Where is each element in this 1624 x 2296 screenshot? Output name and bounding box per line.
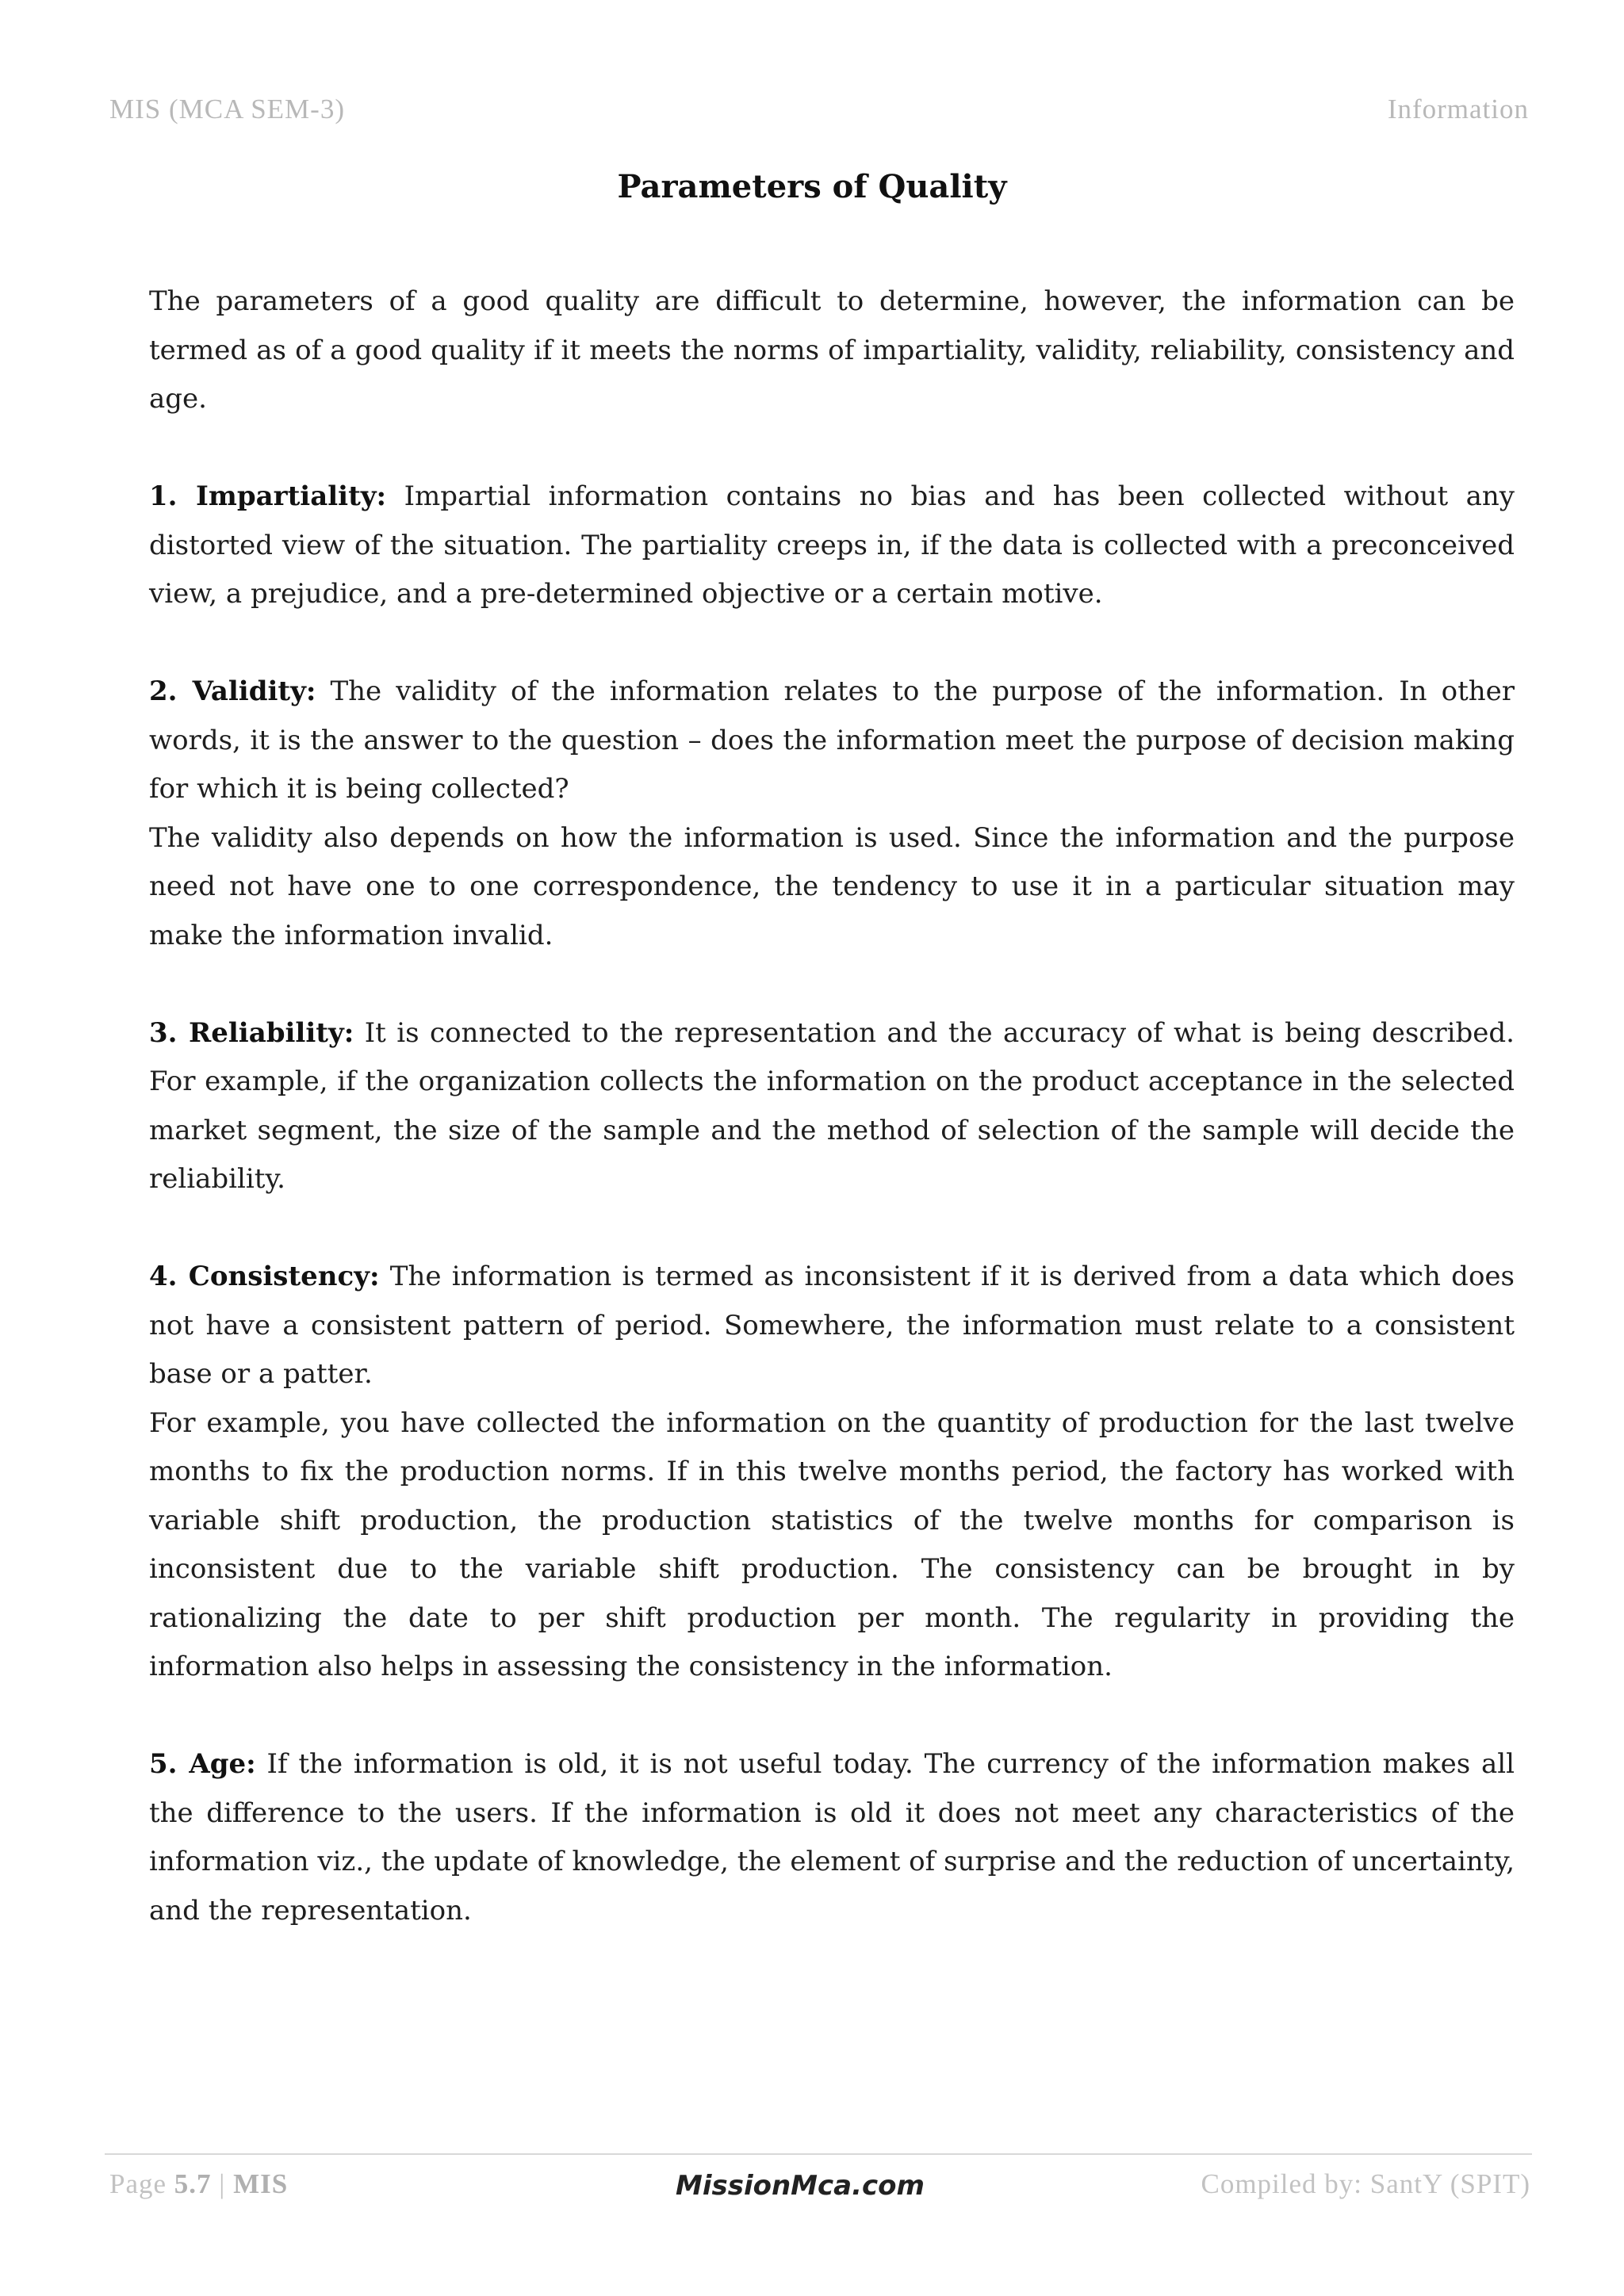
header-course-label: MIS (MCA SEM-3)	[109, 94, 345, 124]
intro-paragraph: The parameters of a good quality are difficult to determine, however, the information can be termed as of a good quality if it meets the norms of impartiality, validity, reliability, consistency and age.	[149, 285, 1515, 415]
page-title: Parameters of Quality	[617, 168, 1007, 205]
section-reliability	[149, 1009, 1515, 1204]
section-heading: 5. Age:	[149, 1748, 256, 1780]
footer-divider	[105, 2153, 1532, 2155]
section-age	[149, 1740, 1515, 1935]
section-text: It is connected to the representation and the accuracy of what is being described. For example, if the organization collects the information on the product acceptance in the selected market segment, the size of the sample and the method of selection of the sample will decide the reliability.	[149, 1016, 1515, 1195]
section-heading: 2. Validity:	[149, 675, 316, 707]
section-consistency	[149, 1253, 1515, 1399]
footer-page-info	[109, 2168, 288, 2200]
section-heading: 1. Impartiality:	[149, 480, 387, 512]
footer-separator: |	[211, 2168, 234, 2199]
site-logo: MissionMca.com	[676, 2170, 925, 2202]
page-footer	[109, 2168, 1530, 2216]
section-heading: 3. Reliability:	[149, 1016, 354, 1049]
header-chapter-label: Information	[1387, 94, 1529, 124]
footer-compiler-credit: Compiled by: SantY (SPIT)	[1201, 2168, 1530, 2199]
section-impartiality	[149, 473, 1515, 619]
section-consistency-continued: For example, you have collected the information on the quantity of production for the last twelve months to fix the production norms. If in this twelve months period, the factory has worked with variable shift production, the production statistics of the twelve months for comparison is inconsistent due to the variable shift production. The consistency can be brought in by rationalizing the date to per shift production per month. The regularity in providing the information also helps in assessing the consistency in the information.	[149, 1406, 1515, 1682]
section-validity	[149, 668, 1515, 814]
section-validity-continued: The validity also depends on how the information is used. Since the information and the purpose need not have one to one correspondence, the tendency to use it in a particular situation may make the information invalid.	[149, 821, 1515, 951]
footer-page-prefix: Page	[109, 2168, 174, 2199]
section-text: The validity of the information relates to the purpose of the information. In other words, it is the answer to the question – does the information meet the purpose of decision making for which it is being collected?	[149, 675, 1515, 805]
section-heading: 4. Consistency:	[149, 1261, 380, 1292]
document-body	[149, 277, 1515, 1935]
section-text: The information is termed as inconsistent if it is derived from a data which does not have a consistent pattern of period. Somewhere, the information must relate to a consistent base or a patter.	[149, 1261, 1515, 1390]
page-header	[109, 94, 1529, 133]
section-text: If the information is old, it is not useful today. The currency of the information makes all the difference to the users. If the information is old it does not meet any characteristics of the information viz., the update of knowledge, the element of surprise and the reduction of uncertainty, and the representation.	[149, 1748, 1515, 1927]
footer-subject: MIS	[233, 2168, 289, 2199]
section-text: Impartial information contains no bias and has been collected without any distorted view of the situation. The partiality creeps in, if the data is collected with a preconceived view, a prejudice, and a pre-determined objective or a certain motive.	[149, 480, 1515, 610]
footer-page-number: 5.7	[174, 2168, 212, 2199]
